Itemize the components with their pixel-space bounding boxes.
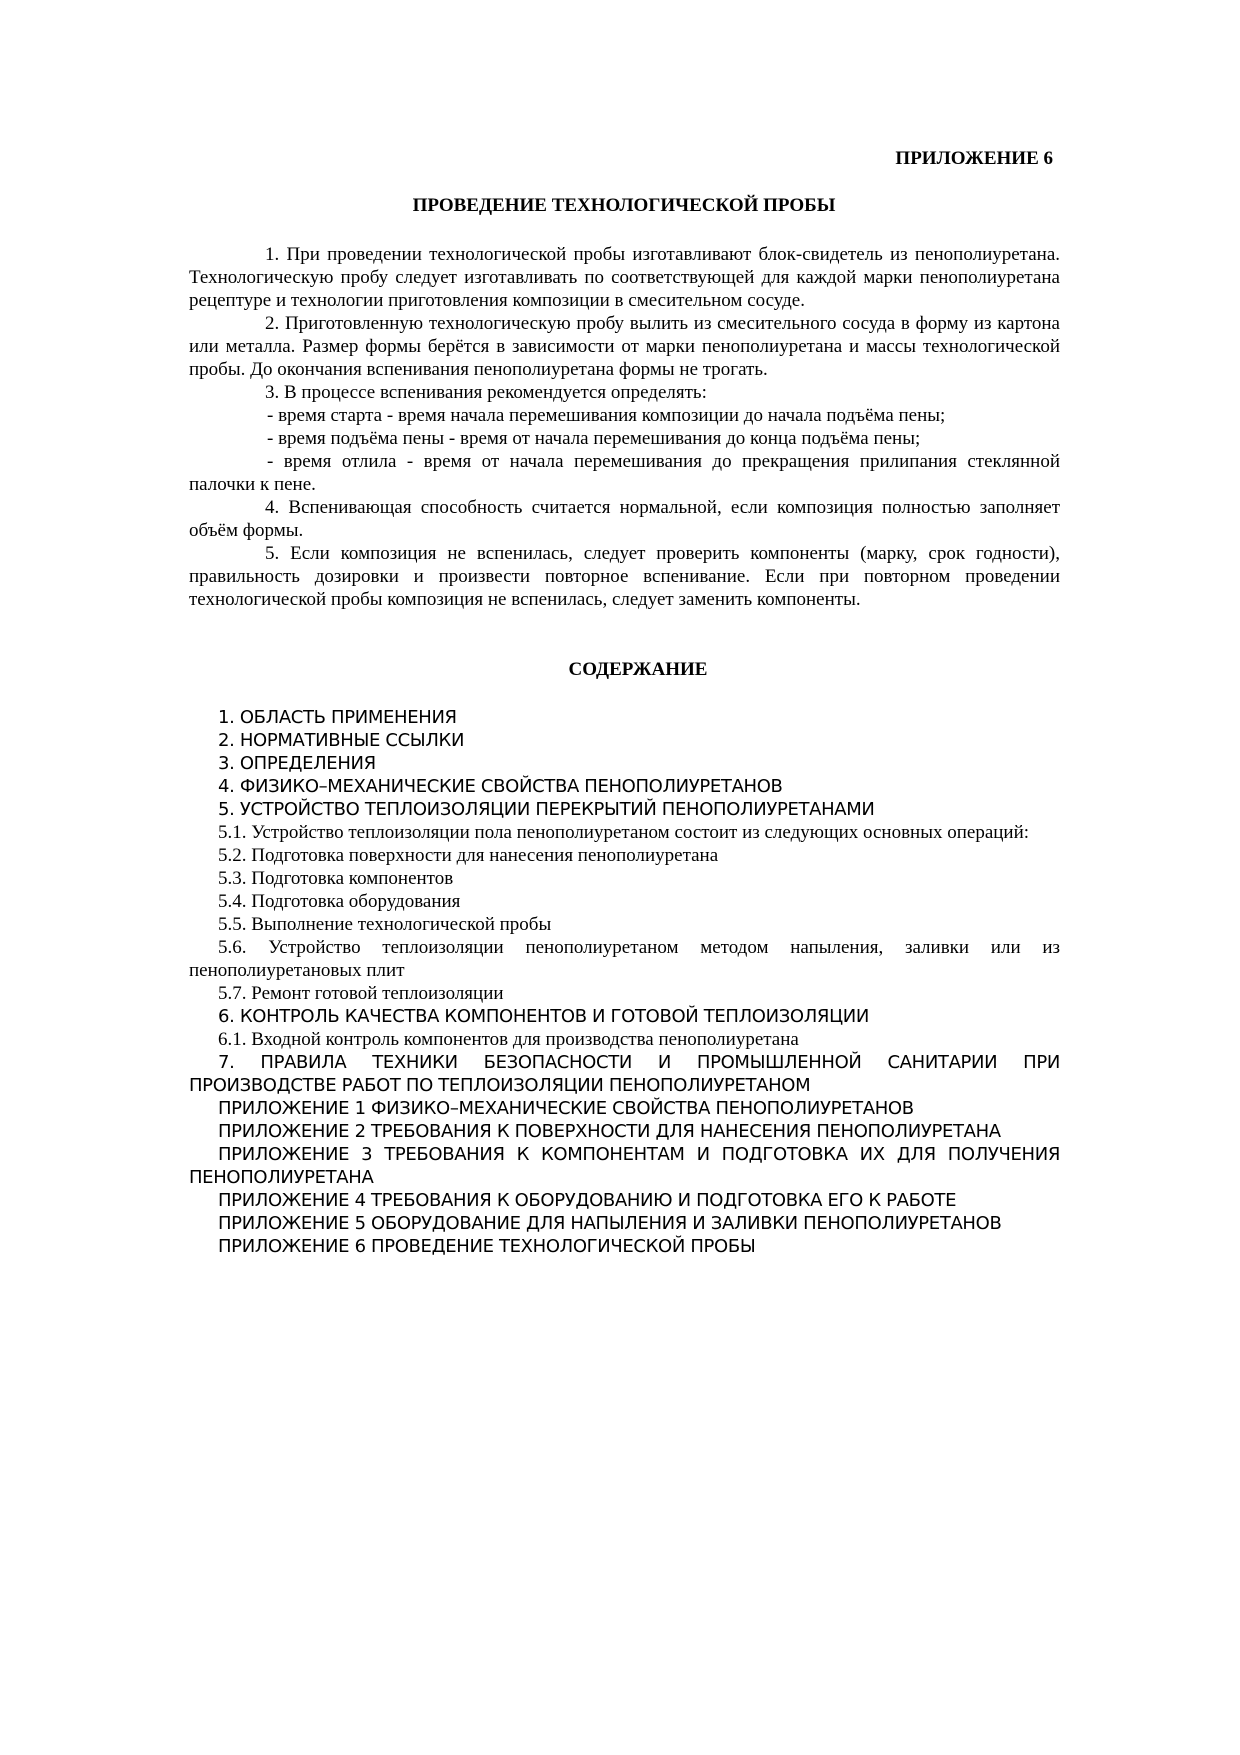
toc-item: 5. УСТРОЙСТВО ТЕПЛОИЗОЛЯЦИИ ПЕРЕКРЫТИЙ ПЕНОПОЛИУРЕТАНАМИ [218,799,875,820]
toc-item: 5.3. Подготовка компонентов [218,868,454,889]
toc-item: 5.7. Ремонт готовой теплоизоляции [218,983,504,1004]
toc-item: ПРИЛОЖЕНИЕ 1 ФИЗИКО–МЕХАНИЧЕСКИЕ СВОЙСТВА ПЕНОПОЛИУРЕТАНОВ [218,1098,914,1119]
table-of-contents [189,706,1060,1258]
paragraph-tack-time: - время отлила - время от начала перемешивания до прекращения прилипания стеклянной палочки к пене. [189,451,1060,495]
toc-item: ПРИЛОЖЕНИЕ 6 ПРОВЕДЕНИЕ ТЕХНОЛОГИЧЕСКОЙ ПРОБЫ [218,1236,756,1257]
paragraph-4: 4. Вспенивающая способность считается нормальной, если композиция полностью заполняет объём формы. [189,497,1060,541]
toc-item: ПРИЛОЖЕНИЕ 3 ТРЕБОВАНИЯ К КОМПОНЕНТАМ И ПОДГОТОВКА ИХ ДЛЯ ПОЛУЧЕНИЯ ПЕНОПОЛИУРЕТАНА [189,1144,1060,1188]
toc-item: 1. ОБЛАСТЬ ПРИМЕНЕНИЯ [218,707,457,728]
toc-item: 5.2. Подготовка поверхности для нанесения пенополиуретана [218,845,719,866]
toc-item: ПРИЛОЖЕНИЕ 5 ОБОРУДОВАНИЕ ДЛЯ НАПЫЛЕНИЯ И ЗАЛИВКИ ПЕНОПОЛИУРЕТАНОВ [218,1213,1002,1234]
toc-item: 6.1. Входной контроль компонентов для производства пенополиуретана [218,1029,799,1050]
toc-item: 5.4. Подготовка оборудования [218,891,461,912]
toc-item: 5.6. Устройство теплоизоляции пенополиуретаном методом напыления, заливки или из пенополиуретановых плит [189,937,1060,981]
toc-item: 3. ОПРЕДЕЛЕНИЯ [218,753,376,774]
toc-title: СОДЕРЖАНИЕ [568,659,708,680]
paragraph-start-time: - время старта - время начала перемешивания композиции до начала подъёма пены; [267,405,946,426]
paragraph-2: 2. Приготовленную технологическую пробу вылить из смесительного сосуда в форму из картона или металла. Размер формы берётся в зависимости от марки пенополиуретана и массы технологической пробы. До окончания вспенивания пенополиуретана формы не трогать. [189,313,1060,380]
paragraph-1: 1. При проведении технологической пробы изготавливают блок-свидетель из пенополиуретана. Технологическую пробу следует изготавливать по соответствующей для каждой марки пенополиуретана рецептуре и технологии приготовления композиции в смесительном сосуде. [189,244,1060,311]
body-text [189,243,1060,611]
toc-item: ПРИЛОЖЕНИЕ 2 ТРЕБОВАНИЯ К ПОВЕРХНОСТИ ДЛЯ НАНЕСЕНИЯ ПЕНОПОЛИУРЕТАНА [218,1121,1001,1142]
toc-item: ПРИЛОЖЕНИЕ 4 ТРЕБОВАНИЯ К ОБОРУДОВАНИЮ И ПОДГОТОВКА ЕГО К РАБОТЕ [218,1190,957,1211]
toc-item: 6. КОНТРОЛЬ КАЧЕСТВА КОМПОНЕНТОВ И ГОТОВОЙ ТЕПЛОИЗОЛЯЦИИ [218,1006,869,1027]
paragraph-3: 3. В процессе вспенивания рекомендуется определять: [265,382,707,403]
paragraph-5: 5. Если композиция не вспенилась, следует проверить компоненты (марку, срок годности), правильность дозировки и произвести повторное вспенивание. Если при повторном проведении технологической пробы композиция не вспенилась, следует заменить компоненты. [189,543,1060,610]
page-title: ПРОВЕДЕНИЕ ТЕХНОЛОГИЧЕСКОЙ ПРОБЫ [412,195,836,216]
toc-item: 7. ПРАВИЛА ТЕХНИКИ БЕЗОПАСНОСТИ И ПРОМЫШЛЕННОЙ САНИТАРИИ ПРИ ПРОИЗВОДСТВЕ РАБОТ ПО ТЕПЛОИЗОЛЯЦИИ ПЕНОПОЛИУРЕТАНОМ [189,1052,1060,1096]
appendix-label: ПРИЛОЖЕНИЕ 6 [895,148,1053,169]
toc-item: 5.5. Выполнение технологической пробы [218,914,552,935]
toc-item: 4. ФИЗИКО–МЕХАНИЧЕСКИЕ СВОЙСТВА ПЕНОПОЛИУРЕТАНОВ [218,776,783,797]
toc-item: 5.1. Устройство теплоизоляции пола пенополиуретаном состоит из следующих основных операций: [218,822,1030,843]
toc-item: 2. НОРМАТИВНЫЕ ССЫЛКИ [218,730,465,751]
paragraph-rise-time: - время подъёма пены - время от начала перемешивания до конца подъёма пены; [267,428,921,449]
